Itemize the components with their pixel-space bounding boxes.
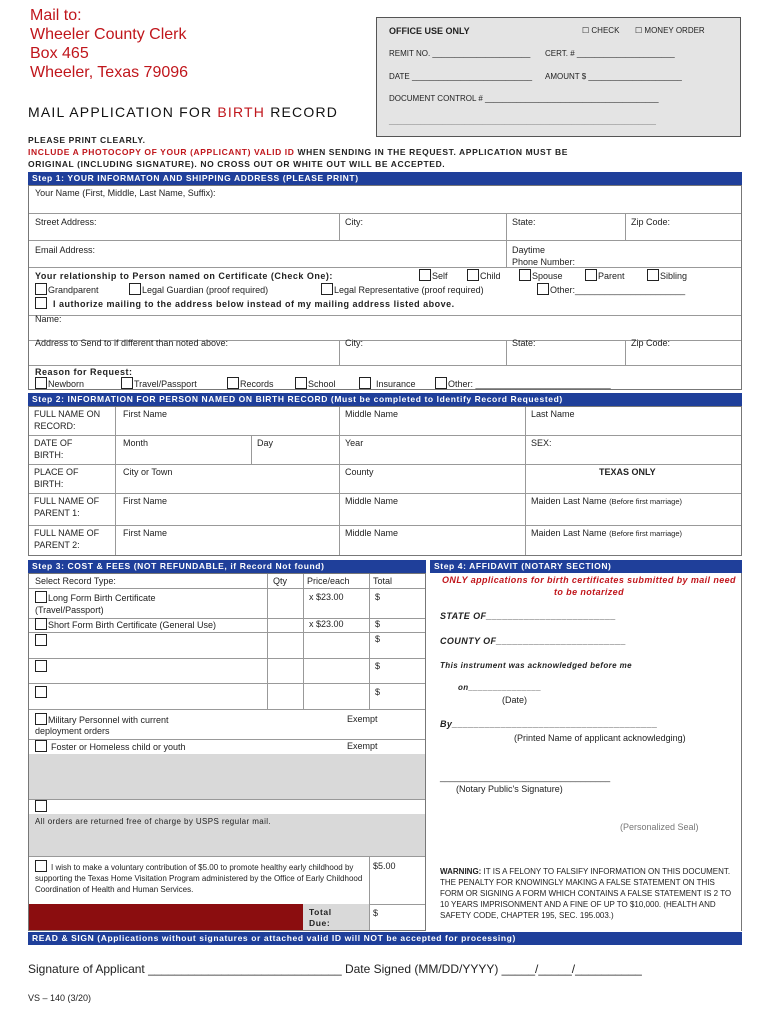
authorize-option[interactable] [35, 297, 455, 310]
reason-other-checkbox[interactable] [435, 377, 447, 389]
dob-label: DATE OF BIRTH: [34, 438, 73, 460]
military-exempt: Exempt [347, 714, 378, 724]
your-name-field[interactable]: Your Name (First, Middle, Last Name, Suffix): [35, 188, 216, 198]
military-checkbox[interactable] [35, 713, 47, 725]
gray-area [29, 754, 425, 799]
long-form-label: Long Form Birth Certificate [48, 593, 156, 603]
legal-guardian-label: Legal Guardian (proof required) [142, 285, 269, 295]
full-name-label: FULL NAME ON RECORD: [34, 409, 101, 431]
on-date-field[interactable]: on_______________ [458, 683, 542, 692]
short-form-option[interactable] [35, 618, 216, 631]
sibling-checkbox[interactable] [647, 269, 659, 281]
felony-warning [440, 866, 740, 921]
printed-name-caption: (Printed Name of applicant acknowledging) [514, 733, 686, 743]
maiden-note: (Before first marriage) [609, 497, 682, 506]
maiden-label: Maiden Last Name [531, 528, 607, 538]
amount-field[interactable]: AMOUNT $ _____________________ [545, 72, 682, 81]
sibling-label: Sibling [660, 271, 688, 281]
authorize-label: I authorize mailing to the address below instead of my mailing address listed above. [53, 299, 455, 309]
remit-no-field[interactable]: REMIT NO. ______________________ [389, 49, 531, 58]
military-sub: deployment orders [35, 726, 110, 736]
self-label: Self [432, 271, 448, 281]
state-field[interactable]: State: [512, 217, 536, 227]
title-part: MAIL APPLICATION FOR [28, 104, 218, 120]
cert-no-field[interactable]: CERT. # ______________________ [545, 49, 675, 58]
pob-label: PLACE OF BIRTH: [34, 467, 79, 489]
total-due-label2: Due: [309, 918, 331, 928]
select-record-label: Select Record Type: [35, 576, 116, 586]
parent2-first-name-field[interactable]: First Name [123, 528, 168, 538]
reason-school-option[interactable] [295, 377, 336, 390]
insurance-checkbox[interactable] [359, 377, 371, 389]
signature-line[interactable]: Signature of Applicant _____________________________ Date Signed (MM/DD/YYYY) _____/_____/__________ [28, 962, 642, 976]
step1-table [28, 185, 742, 390]
step4-header: Step 4: AFFIDAVIT (NOTARY SECTION) [430, 560, 742, 573]
record-middle-name-field[interactable]: Middle Name [345, 409, 399, 419]
check-label: CHECK [591, 26, 620, 35]
parent1-first-name-field[interactable]: First Name [123, 496, 168, 506]
mail-to-line: Wheeler, Texas 79096 [30, 64, 189, 81]
foster-checkbox[interactable] [35, 740, 47, 752]
date-field[interactable]: DATE ___________________________ [389, 72, 533, 81]
pob-city-field[interactable]: City or Town [123, 467, 173, 477]
child-label: Child [480, 271, 501, 281]
office-title: OFFICE USE ONLY [389, 26, 470, 36]
step2-header: Step 2: INFORMATION FOR PERSON NAMED ON BIRTH RECORD (Must be completed to Identify Record Requested) [28, 393, 742, 406]
email-address-field[interactable]: Email Address: [35, 245, 96, 255]
rel-other-option[interactable] [537, 283, 685, 296]
form-code: VS – 140 (3/20) [28, 993, 92, 1003]
blank-checkbox[interactable] [35, 660, 47, 672]
blank-checkbox[interactable] [35, 800, 47, 812]
money-order-option: ☐ MONEY ORDER [635, 26, 705, 35]
step3-table [28, 573, 426, 931]
qty-header: Qty [273, 576, 288, 586]
reason-records-option[interactable] [227, 377, 274, 390]
date-caption: (Date) [502, 695, 528, 705]
spouse-checkbox[interactable] [519, 269, 531, 281]
extra-total[interactable]: $ [375, 661, 381, 671]
spouse-label: Spouse [532, 271, 563, 281]
sex-field[interactable]: SEX: [531, 438, 552, 448]
parent2-maiden-field[interactable] [531, 527, 682, 540]
parent1-maiden-field[interactable] [531, 495, 682, 508]
newborn-label: Newborn [48, 379, 85, 389]
step1-header: Step 1: YOUR INFORMATON AND SHIPPING ADDRESS (PLEASE PRINT) [28, 172, 742, 185]
extra-total[interactable]: $ [375, 687, 381, 697]
title-birth: BIRTH [217, 104, 266, 120]
other-checkbox[interactable] [537, 283, 549, 295]
travel-label: Travel/Passport [134, 379, 197, 389]
title-part: RECORD [265, 104, 339, 120]
rel-grandparent-option[interactable] [35, 283, 99, 296]
check-option: ☐ CHECK [582, 26, 620, 35]
foster-option[interactable] [35, 740, 186, 753]
blank-row-option[interactable] [35, 660, 48, 673]
mail-to-line: Wheeler County Clerk [30, 26, 187, 43]
legal-rep-checkbox[interactable] [321, 283, 333, 295]
dob-month-field[interactable]: Month [123, 438, 149, 448]
reason-insurance-option[interactable] [359, 377, 416, 390]
blank-checkbox[interactable] [35, 634, 47, 646]
school-label: School [308, 379, 336, 389]
price-header: Price/each [307, 576, 350, 586]
long-form-price: x $23.00 [309, 592, 344, 602]
reason-label: Reason for Request: [35, 367, 133, 377]
long-form-option[interactable] [35, 591, 156, 604]
street-address-field[interactable]: Street Address: [35, 217, 97, 227]
document-control-field[interactable]: DOCUMENT CONTROL # _______________________________________ [389, 94, 659, 103]
by-field[interactable]: By______________________________________ [440, 719, 658, 729]
maiden-note: (Before first marriage) [609, 529, 682, 538]
travel-checkbox[interactable] [121, 377, 133, 389]
county-of-field[interactable]: COUNTY OF________________________ [440, 636, 627, 646]
legal-rep-label: Legal Representative (proof required) [334, 285, 484, 295]
alt-address-field[interactable]: Address to Send to if different than noted above: [35, 338, 228, 348]
instruction-line: ORIGINAL (INCLUDING SIGNATURE). NO CROSS OUT OR WHITE OUT WILL BE ACCEPTED. [28, 159, 446, 169]
phone-number-field[interactable]: Phone Number: [512, 257, 576, 267]
mail-to-line: Box 465 [30, 45, 89, 62]
military-label: Military Personnel with current [48, 715, 169, 725]
blank-checkbox[interactable] [35, 686, 47, 698]
alt-name-field[interactable]: Name: [35, 314, 62, 324]
total-due-label: Total [309, 907, 332, 917]
mail-to-line: Mail to: [30, 7, 82, 24]
texas-only-note: TEXAS ONLY [599, 467, 656, 477]
short-form-total[interactable]: $ [375, 619, 381, 629]
rel-self-option[interactable] [419, 269, 448, 282]
parent1-middle-name-field[interactable]: Middle Name [345, 496, 399, 506]
short-form-checkbox[interactable] [35, 618, 47, 630]
parent-label: Parent [598, 271, 625, 281]
records-checkbox[interactable] [227, 377, 239, 389]
contribution-option[interactable] [35, 860, 365, 895]
parent2-label: FULL NAME OF PARENT 2: [34, 528, 100, 550]
instruction-line [28, 146, 568, 158]
rel-legal-rep-option[interactable] [321, 283, 484, 296]
rel-parent-option[interactable] [585, 269, 625, 282]
dob-day-field[interactable]: Day [257, 438, 274, 448]
office-blank-line[interactable]: ____________________________________________________________ [389, 116, 656, 125]
insurance-label: Insurance [376, 379, 416, 389]
city-field[interactable]: City: [345, 217, 363, 227]
extra-total[interactable]: $ [375, 634, 381, 644]
alt-city-field[interactable]: City: [345, 338, 363, 348]
warning-label: WARNING: [440, 867, 482, 876]
long-form-sub: (Travel/Passport) [35, 605, 104, 615]
contribution-label: I wish to make a voluntary contribution of $5.00 to promote healthy early childhood by supporting the Texas Home Visitation Program administered by the Office of Early Childhood Coordination of Health and Human Services. [35, 863, 363, 894]
mail-to-address [30, 6, 188, 82]
read-sign-header: READ & SIGN (Applications without signatures or attached valid ID will NOT be accepted for processing) [28, 932, 742, 945]
blank-row-option[interactable] [35, 634, 48, 647]
rel-child-option[interactable] [467, 269, 501, 282]
parent1-label: FULL NAME OF PARENT 1: [34, 496, 100, 518]
total-due-field[interactable]: $ [373, 908, 379, 918]
notary-signature-line[interactable]: __________________________________ [440, 772, 611, 782]
blank-row-option[interactable] [35, 800, 48, 813]
self-checkbox[interactable] [419, 269, 431, 281]
long-form-checkbox[interactable] [35, 591, 47, 603]
records-label: Records [240, 379, 274, 389]
notary-signature-caption: (Notary Public's Signature) [456, 784, 563, 794]
instructions [28, 134, 568, 170]
reason-travel-option[interactable] [121, 377, 197, 390]
seal-caption: (Personalized Seal) [620, 822, 699, 832]
parent2-middle-name-field[interactable]: Middle Name [345, 528, 399, 538]
legal-guardian-checkbox[interactable] [129, 283, 141, 295]
record-last-name-field[interactable]: Last Name [531, 409, 575, 419]
step3-header: Step 3: COST & FEES (NOT REFUNDABLE, if Record Not found) [28, 560, 426, 573]
child-checkbox[interactable] [467, 269, 479, 281]
dob-year-field[interactable]: Year [345, 438, 364, 448]
reason-other-label: Other: ___________________________ [448, 379, 611, 389]
alt-zip-field[interactable]: Zip Code: [631, 338, 671, 348]
other-label: Other:______________________ [550, 285, 686, 295]
authorize-checkbox[interactable] [35, 297, 47, 309]
rel-legal-guardian-option[interactable] [129, 283, 268, 296]
zip-code-field[interactable]: Zip Code: [631, 217, 671, 227]
money-order-label: MONEY ORDER [644, 26, 705, 35]
instruction-text: WHEN SENDING IN THE REQUEST. APPLICATION MUST BE [294, 147, 569, 157]
contribution-amount: $5.00 [373, 861, 396, 871]
step2-table [28, 406, 742, 556]
alt-state-field[interactable]: State: [512, 338, 536, 348]
foster-exempt: Exempt [347, 741, 378, 751]
relationship-label: Your relationship to Person named on Certificate (Check One): [35, 271, 333, 281]
pob-county-field[interactable]: County [345, 467, 374, 477]
short-form-label: Short Form Birth Certificate (General Use) [48, 620, 217, 630]
newborn-checkbox[interactable] [35, 377, 47, 389]
contribution-checkbox[interactable] [35, 860, 47, 872]
total-bar [29, 904, 303, 930]
parent-checkbox[interactable] [585, 269, 597, 281]
rel-spouse-option[interactable] [519, 269, 563, 282]
foster-label: Foster or Homeless child or youth [51, 742, 186, 752]
reason-newborn-option[interactable] [35, 377, 84, 390]
total-header: Total [373, 576, 393, 586]
office-use-box [376, 17, 741, 137]
maiden-label: Maiden Last Name [531, 496, 607, 506]
reason-other-option[interactable] [435, 377, 611, 390]
state-of-field[interactable]: STATE OF________________________ [440, 611, 617, 621]
daytime-label: Daytime [512, 245, 546, 255]
short-form-price: x $23.00 [309, 619, 344, 629]
notarize-note: ONLY applications for birth certificates submitted by mail need to be notarized [442, 575, 736, 597]
grandparent-checkbox[interactable] [35, 283, 47, 295]
instruction-line: PLEASE PRINT CLEARLY. [28, 135, 146, 145]
page-title [28, 104, 338, 120]
warning-text: IT IS A FELONY TO FALSIFY INFORMATION ON THIS DOCUMENT. THE PENALTY FOR KNOWINGLY MAKING A FALSE STATEMENT ON THIS FORM OR SIGNING A FORM WHICH CONTAINS A FALSE STATEMENT IS 2 TO 10 YEARS IMPRISONMENT AND A FINE OF UP TO $10,000. (HEALTH AND SAFETY CODE, CHAPTER 195, SEC. 195.003.) [440, 867, 732, 920]
grandparent-label: Grandparent [48, 285, 99, 295]
id-warning: INCLUDE A PHOTOCOPY OF YOUR (APPLICANT) VALID ID [28, 147, 295, 157]
instrument-text: This instrument was acknowledged before me [440, 661, 632, 670]
long-form-total[interactable]: $ [375, 592, 381, 602]
rel-sibling-option[interactable] [647, 269, 687, 282]
record-first-name-field[interactable]: First Name [123, 409, 168, 419]
step4-section [430, 573, 742, 931]
blank-row-option[interactable] [35, 686, 48, 699]
returned-note: All orders are returned free of charge by USPS regular mail. [35, 817, 272, 826]
school-checkbox[interactable] [295, 377, 307, 389]
